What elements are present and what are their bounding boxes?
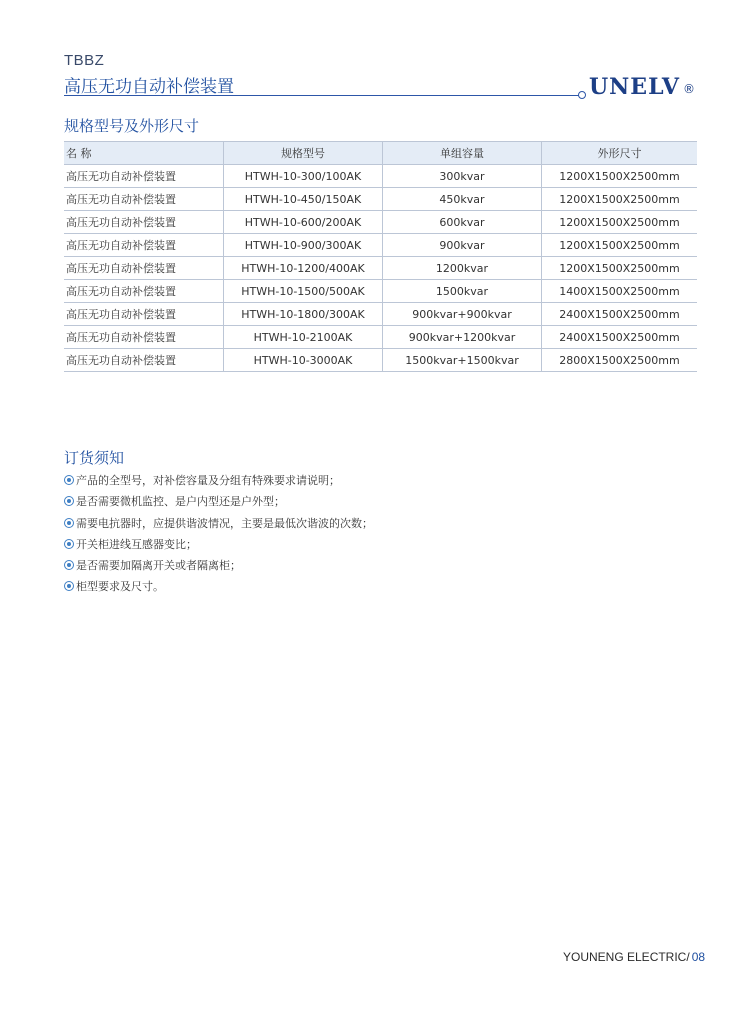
cell-name: 高压无功自动补偿装置 — [64, 326, 224, 349]
cell-capacity: 300kvar — [383, 165, 542, 188]
column-header-name: 名 称 — [64, 142, 224, 165]
divider-end-dot — [578, 91, 586, 99]
cell-capacity: 900kvar — [383, 234, 542, 257]
cell-dimensions: 1400X1500X2500mm — [542, 280, 698, 303]
list-item — [64, 513, 373, 534]
note-text: 柜型要求及尺寸。 — [76, 580, 164, 594]
cell-dimensions: 2400X1500X2500mm — [542, 326, 698, 349]
cell-dimensions: 1200X1500X2500mm — [542, 234, 698, 257]
table-header-row — [64, 142, 697, 165]
cell-name: 高压无功自动补偿装置 — [64, 280, 224, 303]
cell-dimensions: 2400X1500X2500mm — [542, 303, 698, 326]
table-row — [64, 211, 697, 234]
cell-dimensions: 1200X1500X2500mm — [542, 188, 698, 211]
cell-model: HTWH-10-2100AK — [224, 326, 383, 349]
cell-dimensions: 1200X1500X2500mm — [542, 211, 698, 234]
cell-name: 高压无功自动补偿装置 — [64, 303, 224, 326]
order-section-title: 订货须知 — [64, 449, 125, 467]
cell-dimensions: 2800X1500X2500mm — [542, 349, 698, 372]
cell-capacity: 600kvar — [383, 211, 542, 234]
cell-name: 高压无功自动补偿装置 — [64, 234, 224, 257]
cell-dimensions: 1200X1500X2500mm — [542, 257, 698, 280]
cell-capacity: 1500kvar+1500kvar — [383, 349, 542, 372]
column-header-dimensions: 外形尺寸 — [542, 142, 698, 165]
cell-capacity: 900kvar+1200kvar — [383, 326, 542, 349]
bullet-icon — [64, 518, 74, 528]
header-divider — [64, 95, 580, 96]
bullet-icon — [64, 581, 74, 591]
table-row — [64, 188, 697, 211]
order-notes-list — [64, 470, 373, 598]
table-row — [64, 165, 697, 188]
note-text: 需要电抗器时，应提供谐波情况，主要是最低次谐波的次数； — [76, 516, 373, 530]
cell-capacity: 900kvar+900kvar — [383, 303, 542, 326]
table-row — [64, 303, 697, 326]
cell-name: 高压无功自动补偿装置 — [64, 257, 224, 280]
cell-name: 高压无功自动补偿装置 — [64, 165, 224, 188]
bullet-icon — [64, 496, 74, 506]
table-row — [64, 257, 697, 280]
brand-logo: UNELV — [589, 74, 680, 100]
bullet-icon — [64, 539, 74, 549]
cell-model: HTWH-10-600/200AK — [224, 211, 383, 234]
cell-model: HTWH-10-300/100AK — [224, 165, 383, 188]
cell-model: HTWH-10-1200/400AK — [224, 257, 383, 280]
cell-model: HTWH-10-450/150AK — [224, 188, 383, 211]
bullet-icon — [64, 560, 74, 570]
note-text: 开关柜进线互感器变比； — [76, 537, 197, 551]
cell-model: HTWH-10-1800/300AK — [224, 303, 383, 326]
list-item — [64, 470, 373, 491]
cell-name: 高压无功自动补偿装置 — [64, 188, 224, 211]
cell-name: 高压无功自动补偿装置 — [64, 211, 224, 234]
footer-company: YOUNENG ELECTRIC/ — [563, 950, 690, 964]
page-footer — [563, 950, 705, 964]
cell-capacity: 1500kvar — [383, 280, 542, 303]
spec-table — [64, 141, 697, 372]
page-number: 08 — [691, 950, 706, 964]
cell-model: HTWH-10-1500/500AK — [224, 280, 383, 303]
cell-dimensions: 1200X1500X2500mm — [542, 165, 698, 188]
cell-name: 高压无功自动补偿装置 — [64, 349, 224, 372]
table-row — [64, 280, 697, 303]
note-text: 是否需要加隔离开关或者隔离柜； — [76, 559, 241, 573]
bullet-icon — [64, 475, 74, 485]
spec-section-title: 规格型号及外形尺寸 — [64, 117, 200, 135]
table-row — [64, 349, 697, 372]
registered-mark: ® — [683, 82, 695, 96]
table-row — [64, 234, 697, 257]
note-text: 产品的全型号，对补偿容量及分组有特殊要求请说明； — [76, 474, 340, 487]
list-item — [64, 534, 373, 555]
column-header-model: 规格型号 — [224, 142, 383, 165]
column-header-capacity: 单组容量 — [383, 142, 542, 165]
cell-capacity: 1200kvar — [383, 257, 542, 280]
page-title: 高压无功自动补偿装置 — [64, 77, 234, 97]
list-item — [64, 491, 373, 512]
cell-model: HTWH-10-3000AK — [224, 349, 383, 372]
table-row — [64, 326, 697, 349]
product-code: TBBZ — [64, 52, 105, 69]
cell-model: HTWH-10-900/300AK — [224, 234, 383, 257]
cell-capacity: 450kvar — [383, 188, 542, 211]
list-item — [64, 555, 373, 576]
note-text: 是否需要微机监控、是户内型还是户外型； — [76, 495, 285, 509]
list-item — [64, 576, 373, 597]
